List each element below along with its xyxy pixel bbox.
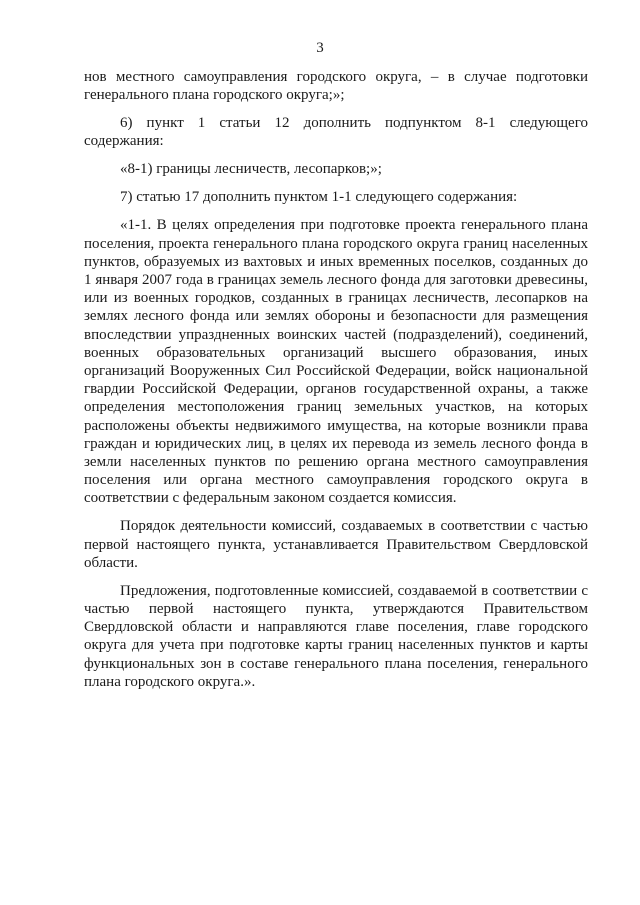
paragraph-item-7: 7) статью 17 дополнить пунктом 1-1 следующего содержания:	[120, 189, 518, 206]
paragraph-quote-1-1: «1-1. В целях определения при подготовке проекта генерального плана поселения, проекта генерального плана городского округа границ населенных пунктов, образуемых из вахтовых и иных временных поселков, созданных до 1 января 2007 года в границах земель лесного фонда для заготовки древесины, или из военных городков, созданных в границах лесничеств, лесопарков на землях лесного фонда или землях обороны и безопасности для размещения впоследствии упраздненных воинских частей (подразделений), соединений, военных образовательных организаций высшего образования, иных организаций Вооруженных Сил Российской Федерации, войск национальной гвардии Российской Федерации, органов государственной охраны, а также определения местоположения границ земельных участков, на которых расположены объекты недвижимого имущества, на которые возникли права граждан и юридических лиц, в целях их перевода из земель лесного фонда в земли населенных пунктов по решению органа местного самоуправления поселения или органа местного самоуправления городского округа в соответствии с федеральным законом создается комиссия.	[84, 217, 588, 507]
paragraph-quote-8-1: «8-1) границы лесничеств, лесопарков;»;	[120, 161, 382, 178]
paragraph-proposals: Предложения, подготовленные комиссией, создаваемой в соответствии с частью первой настоящего пункта, утверждаются Правительством Свердловской области и направляются главе поселения, главе городского округа для учета при подготовке карты границ населенных пунктов и карты функциональных зон в составе генерального плана поселения, генерального плана городского округа.».	[84, 582, 588, 690]
paragraph-continuation: нов местного самоуправления городского округа, – в случае подготовки генерального плана городского округа;»;	[84, 69, 588, 104]
page-number: 3	[316, 40, 324, 56]
document-body	[84, 68, 588, 701]
paragraph-procedure: Порядок деятельности комиссий, создаваемых в соответствии с частью первой настоящего пункта, устанавливается Правительством Свердловской области.	[84, 518, 588, 571]
paragraph-item-6: 6) пункт 1 статьи 12 дополнить подпунктом 8-1 следующего содержания:	[84, 115, 588, 150]
